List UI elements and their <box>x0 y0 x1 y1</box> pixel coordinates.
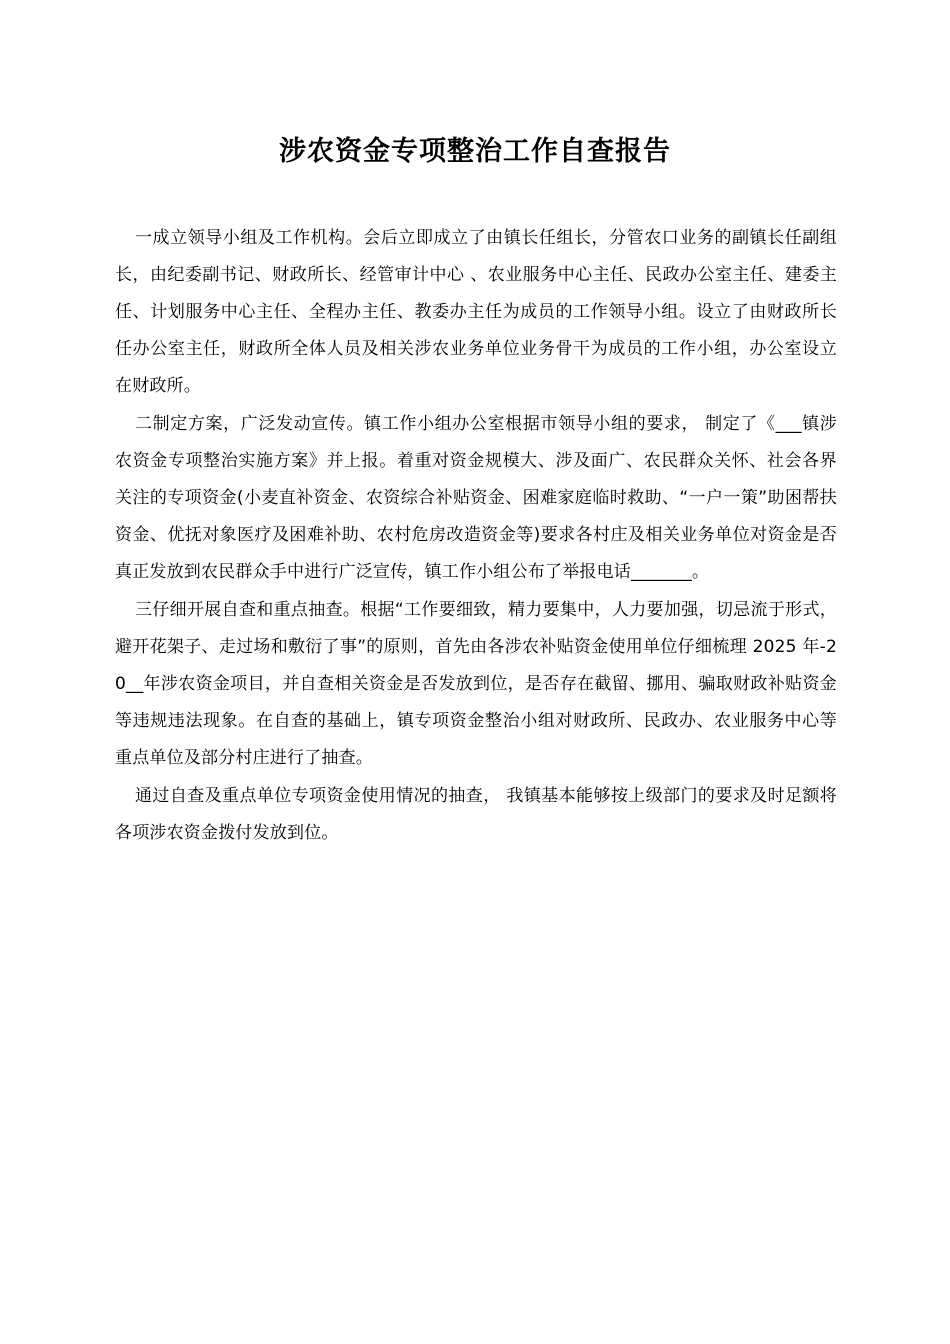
paragraph-conclusion: 通过自查及重点单位专项资金使用情况的抽查， 我镇基本能够按上级部门的要求及时足额将各项涉农资金拨付发放到位。 <box>115 786 837 843</box>
document-body <box>115 220 837 852</box>
paragraph-leadership-group: 一成立领导小组及工作机构。会后立即成立了由镇长任组长，分管农口业务的副镇长任副组长，由纪委副书记、财政所长、经管审计中心 、农业服务中心主任、民政办公室主任、建委主任、计划服务中心主任、全程办主任、教委办主任为成员的工作领导小组。设立了由财政所长任办公室主任，财政所全体人员及相关涉农业务单位业务骨干为成员的工作小组，办公室设立在财政所。 <box>115 228 837 396</box>
paragraph-plan-publicity: 二制定方案，广泛发动宣传。镇工作小组办公室根据市领导小组的要求， 制定了《___镇涉农资金专项整治实施方案》并上报。着重对资金规模大、涉及面广、农民群众关怀、社会各界关注的专项资金(小麦直补资金、农资综合补贴资金、困难家庭临时救助、“一户一策”助困帮扶资金、优抚对象医疗及困难补助、农村危房改造资金等)要求各村庄及相关业务单位对资金是否真正发放到农民群众手中进行广泛宣传，镇工作小组公布了举报电话_______。 <box>115 414 837 582</box>
paragraph-self-inspection: 三仔细开展自查和重点抽查。根据“工作要细致，精力要集中，人力要加强，切忌流于形式，避开花架子、走过场和敷衍了事”的原则，首先由各涉农补贴资金使用单位仔细梳理 2025 年-20__年涉农资金项目，并自查相关资金是否发放到位，是否存在截留、挪用、骗取财政补贴资金等违规违法现象。在自查的基础上，镇专项资金整治小组对财政所、民政办、农业服务中心等重点单位及部分村庄进行了抽查。 <box>115 600 837 768</box>
document-title: 涉农资金专项整治工作自查报告 <box>279 136 671 167</box>
